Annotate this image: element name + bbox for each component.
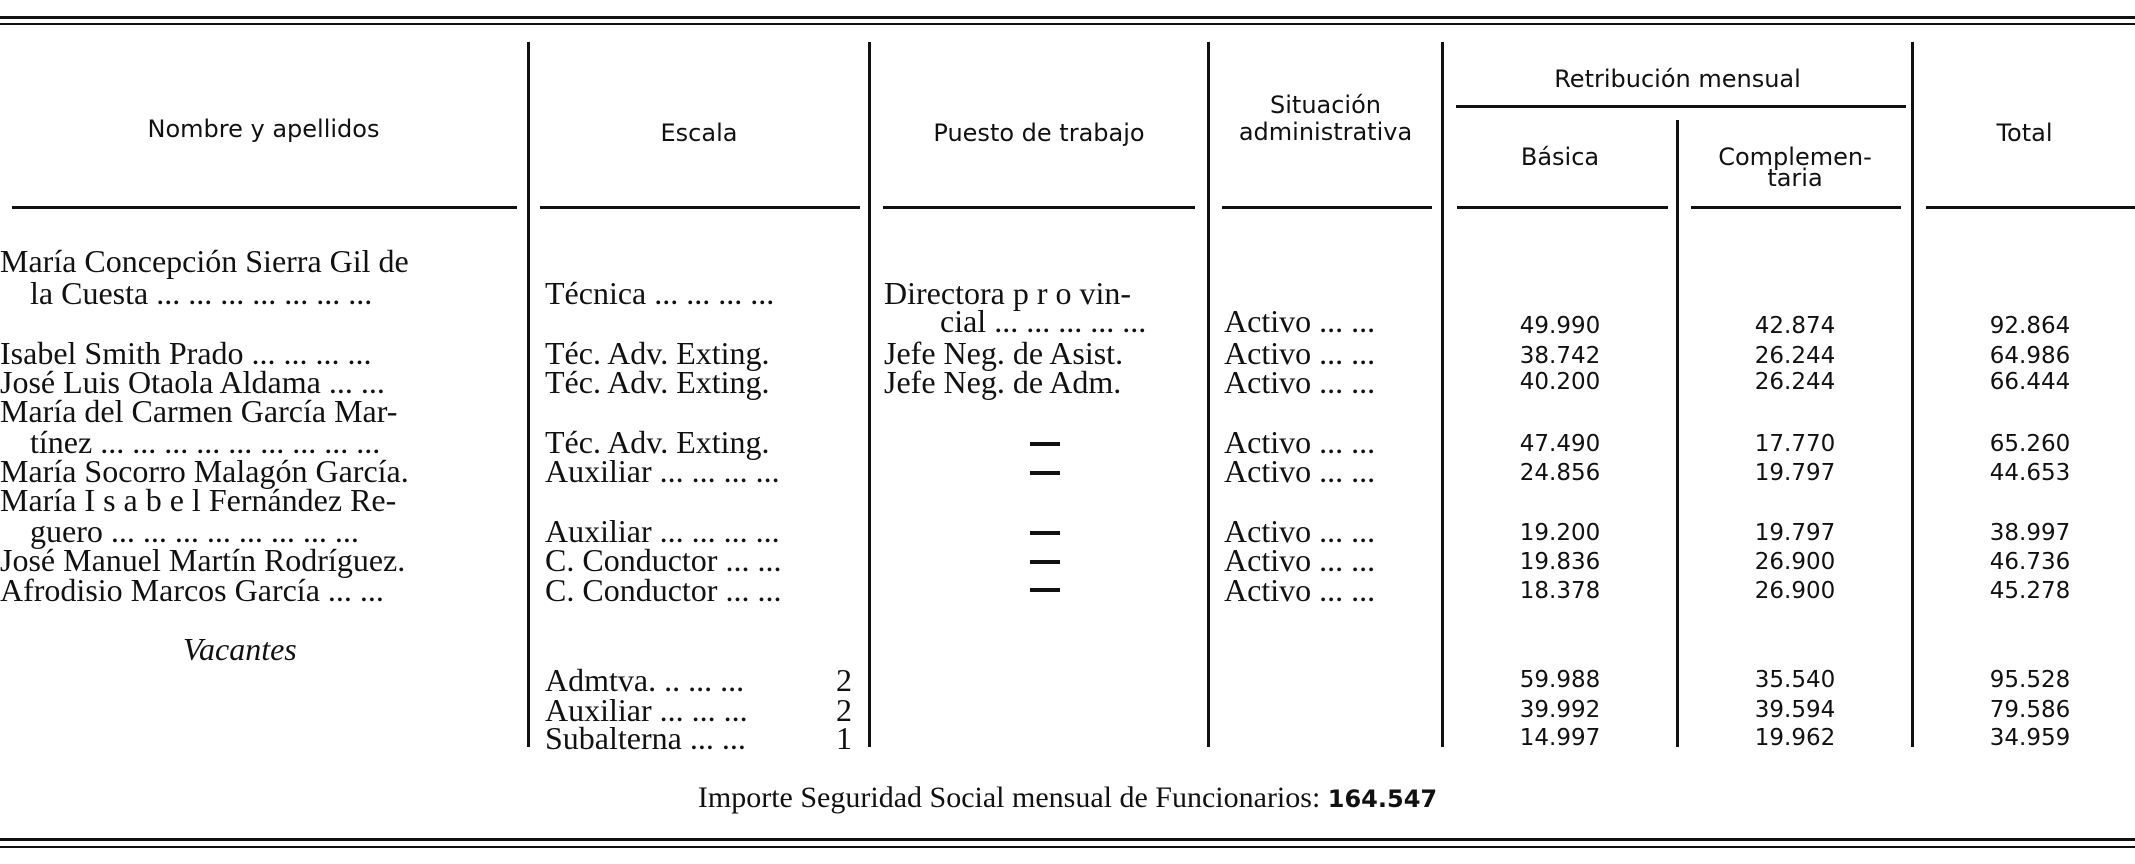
row-4-situacion: Activo ... ... xyxy=(1224,424,1376,460)
row-5-complementaria: 19.797 xyxy=(1754,460,1836,486)
header-nombre: Nombre y apellidos xyxy=(147,115,380,143)
bottom-rule-thin xyxy=(0,846,2135,848)
row-7-escala: C. Conductor ... ... xyxy=(545,542,782,578)
row-8-puesto-dash xyxy=(1030,588,1060,592)
header-situacion-line2: administrativa xyxy=(1238,118,1413,146)
row-1-nombre-line1: María Concepción Sierra Gil de xyxy=(0,243,409,279)
row-2-basica: 38.742 xyxy=(1519,343,1601,369)
row-2-nombre: Isabel Smith Prado ... ... ... ... xyxy=(0,335,372,371)
row-6-escala: Auxiliar ... ... ... ... xyxy=(545,513,780,549)
vacante-1-complementaria: 35.540 xyxy=(1754,667,1836,693)
vacante-1-count: 2 xyxy=(836,662,852,698)
row-5-puesto-dash xyxy=(1030,471,1060,475)
row-7-basica: 19.836 xyxy=(1519,549,1601,575)
vacante-2-complementaria: 39.594 xyxy=(1754,697,1836,723)
row-1-escala: Técnica ... ... ... ... xyxy=(545,275,775,311)
row-5-nombre: María Socorro Malagón García. xyxy=(0,453,409,489)
header-escala: Escala xyxy=(660,119,738,147)
row-3-nombre: José Luis Otaola Aldama ... ... xyxy=(0,364,385,400)
column-divider xyxy=(527,42,530,747)
row-6-complementaria: 19.797 xyxy=(1754,520,1836,546)
retribucion-underline xyxy=(1456,105,1906,108)
row-5-total: 44.653 xyxy=(1989,460,2071,486)
header-underline xyxy=(540,206,860,209)
row-6-puesto-dash xyxy=(1030,531,1060,535)
row-4-complementaria: 17.770 xyxy=(1754,431,1836,457)
row-5-basica: 24.856 xyxy=(1519,460,1601,486)
row-6-nombre-line2: guero ... ... ... ... ... ... ... ... xyxy=(30,513,359,549)
vacante-3-count: 1 xyxy=(836,720,852,756)
vacante-2-count: 2 xyxy=(836,692,852,728)
header-underline xyxy=(1222,206,1432,209)
row-4-nombre-line2: tínez ... ... ... ... ... ... ... ... ... xyxy=(30,424,381,460)
row-1-puesto-line1: Directora p r o vin- xyxy=(884,275,1132,311)
header-basica: Básica xyxy=(1520,143,1600,171)
header-retribucion: Retribución mensual xyxy=(1554,65,1801,93)
column-divider xyxy=(1207,42,1210,747)
row-4-total: 65.260 xyxy=(1989,431,2071,457)
row-7-total: 46.736 xyxy=(1989,549,2071,575)
row-4-nombre-line1: María del Carmen García Mar- xyxy=(0,393,398,429)
header-underline xyxy=(1691,206,1901,209)
top-rule-thin xyxy=(0,23,2135,25)
row-5-escala: Auxiliar ... ... ... ... xyxy=(545,453,780,489)
row-6-situacion: Activo ... ... xyxy=(1224,513,1376,549)
row-7-situacion: Activo ... ... xyxy=(1224,542,1376,578)
row-2-total: 64.986 xyxy=(1989,343,2071,369)
row-1-puesto-line2: cial ... ... ... ... ... xyxy=(940,303,1147,339)
vacante-3-complementaria: 19.962 xyxy=(1754,725,1836,751)
row-3-escala: Téc. Adv. Exting. xyxy=(545,364,770,400)
row-8-total: 45.278 xyxy=(1989,578,2071,604)
vacante-2-escala-text: Auxiliar ... ... ... xyxy=(545,692,748,728)
row-7-complementaria: 26.900 xyxy=(1754,549,1836,575)
header-underline xyxy=(12,206,517,209)
header-situacion-line1: Situación xyxy=(1270,91,1381,119)
row-8-nombre: Afrodisio Marcos García ... ... xyxy=(0,572,384,608)
row-7-puesto-dash xyxy=(1030,560,1060,564)
row-3-basica: 40.200 xyxy=(1519,369,1601,395)
vacante-3-basica: 14.997 xyxy=(1519,725,1601,751)
top-rule-thick xyxy=(0,16,2135,19)
row-1-complementaria: 42.874 xyxy=(1754,313,1836,339)
header-complementaria-line1: Complemen- xyxy=(1718,143,1872,171)
row-1-situacion: Activo ... ... xyxy=(1224,303,1376,339)
row-1-nombre-line2: la Cuesta ... ... ... ... ... ... ... xyxy=(30,275,373,311)
row-8-situacion: Activo ... ... xyxy=(1224,572,1376,608)
header-underline xyxy=(1457,206,1668,209)
column-divider xyxy=(1676,120,1679,747)
header-underline xyxy=(883,206,1195,209)
row-8-complementaria: 26.900 xyxy=(1754,578,1836,604)
column-divider xyxy=(1911,42,1914,747)
vacante-3-escala xyxy=(545,722,860,754)
header-complementaria-line2: taria xyxy=(1767,164,1823,192)
row-4-basica: 47.490 xyxy=(1519,431,1601,457)
row-3-puesto: Jefe Neg. de Adm. xyxy=(884,364,1122,400)
vacante-1-escala-text: Admtva. .. ... ... xyxy=(545,662,745,698)
row-6-basica: 19.200 xyxy=(1519,520,1601,546)
vacante-3-total: 34.959 xyxy=(1989,725,2071,751)
row-2-complementaria: 26.244 xyxy=(1754,343,1836,369)
vacantes-label: Vacantes xyxy=(183,631,297,667)
row-3-total: 66.444 xyxy=(1989,369,2071,395)
header-puesto: Puesto de trabajo xyxy=(933,119,1145,147)
row-3-situacion: Activo ... ... xyxy=(1224,364,1376,400)
vacante-1-total: 95.528 xyxy=(1989,667,2071,693)
header-total: Total xyxy=(1996,119,2053,147)
row-4-puesto-dash xyxy=(1030,442,1060,446)
footer-line xyxy=(0,782,2135,815)
row-3-complementaria: 26.244 xyxy=(1754,369,1836,395)
row-8-basica: 18.378 xyxy=(1519,578,1601,604)
row-2-situacion: Activo ... ... xyxy=(1224,335,1376,371)
row-1-basica: 49.990 xyxy=(1519,313,1601,339)
footer-amount: 164.547 xyxy=(1327,785,1438,813)
row-2-puesto: Jefe Neg. de Asist. xyxy=(884,335,1124,371)
row-8-escala: C. Conductor ... ... xyxy=(545,572,782,608)
vacante-2-basica: 39.992 xyxy=(1519,697,1601,723)
header-complementaria xyxy=(1679,144,1911,192)
row-1-total: 92.864 xyxy=(1989,313,2071,339)
bottom-rule-thick xyxy=(0,838,2135,841)
footer-text: Importe Seguridad Social mensual de Funcionarios: xyxy=(697,781,1321,814)
vacante-3-escala-text: Subalterna ... ... xyxy=(545,720,746,756)
row-5-situacion: Activo ... ... xyxy=(1224,453,1376,489)
row-6-total: 38.997 xyxy=(1989,520,2071,546)
row-2-escala: Téc. Adv. Exting. xyxy=(545,335,770,371)
vacante-1-basica: 59.988 xyxy=(1519,667,1601,693)
vacante-2-total: 79.586 xyxy=(1989,697,2071,723)
column-divider xyxy=(868,42,871,747)
header-underline xyxy=(1926,206,2135,209)
row-6-nombre-line1: María I s a b e l Fernández Re- xyxy=(0,482,397,518)
header-situacion xyxy=(1210,92,1441,146)
row-4-escala: Téc. Adv. Exting. xyxy=(545,424,770,460)
row-7-nombre: José Manuel Martín Rodríguez. xyxy=(0,542,406,578)
